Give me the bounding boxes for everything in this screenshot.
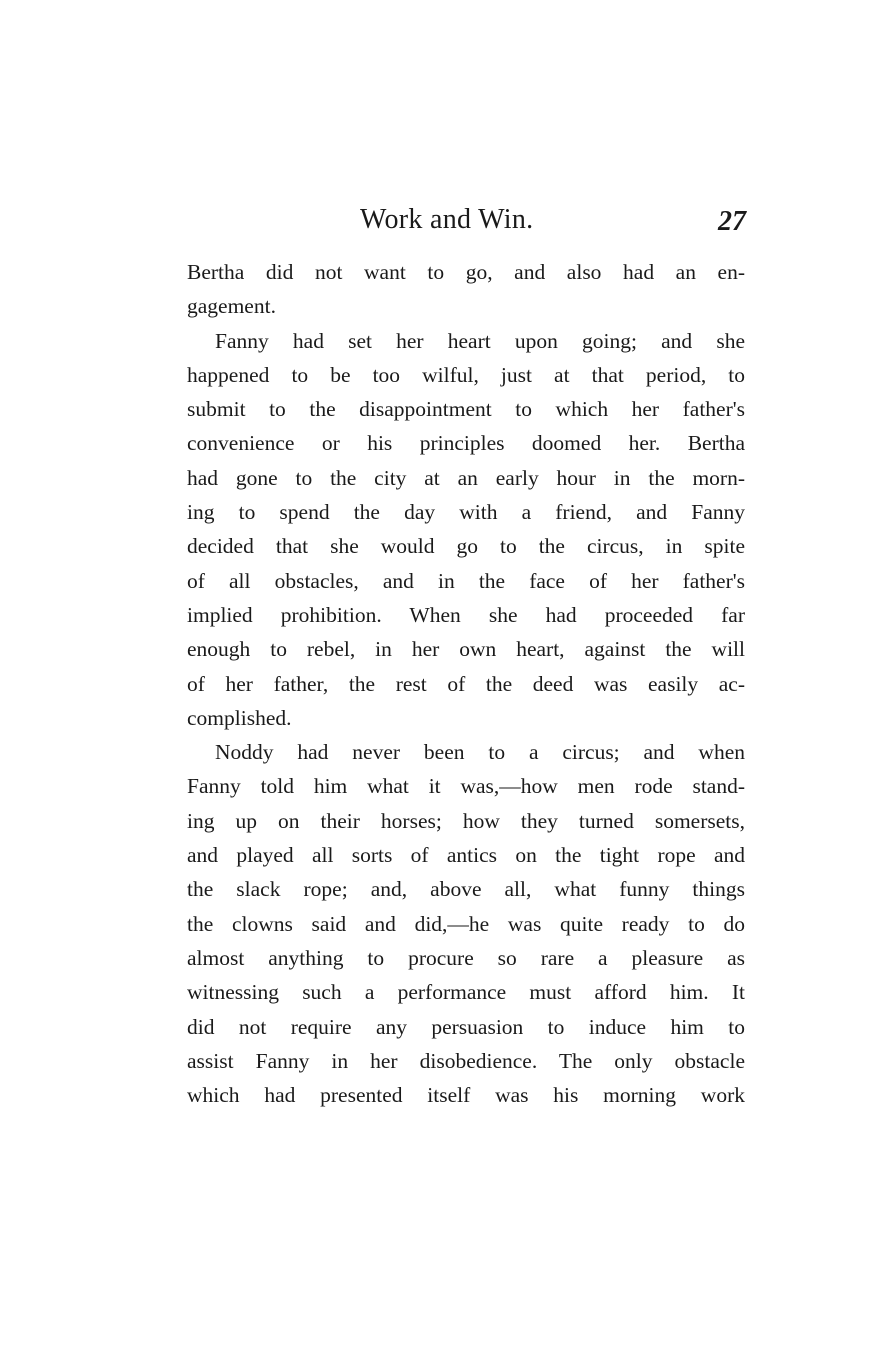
text-line: of her father, the rest of the deed was easily ac- [187, 671, 745, 696]
body-text [187, 255, 745, 1112]
text-line: of all obstacles, and in the face of her father's [187, 568, 745, 593]
text-line: the clowns said and did,—he was quite ready to do [187, 911, 745, 936]
text-line: happened to be too wilful, just at that period, to [187, 362, 745, 387]
text-line: assist Fanny in her disobedience. The only obstacle [187, 1048, 745, 1073]
text-line: submit to the disappointment to which her father's [187, 397, 745, 422]
text-line: almost anything to procure so rare a pleasure as [187, 945, 745, 970]
text-line: convenience or his principles doomed her. Bertha [187, 431, 745, 456]
text-line: Noddy had never been to a circus; and when [215, 740, 745, 765]
text-line: complished. [187, 705, 292, 730]
text-line: ing up on their horses; how they turned somersets, [187, 808, 745, 833]
text-line: Fanny told him what it was,—how men rode stand- [187, 774, 745, 799]
text-line: gagement. [187, 294, 276, 319]
running-title: Work and Win. [360, 204, 534, 235]
text-line: which had presented itself was his morning work [187, 1083, 745, 1108]
text-line: Bertha did not want to go, and also had an en- [187, 260, 745, 284]
page-number: 27 [718, 206, 746, 237]
text-line: decided that she would go to the circus, in spite [187, 534, 745, 559]
text-line: enough to rebel, in her own heart, against the will [187, 637, 745, 662]
text-line: witnessing such a performance must afford him. It [187, 980, 745, 1005]
text-line: the slack rope; and, above all, what funny things [187, 877, 745, 902]
text-line: Fanny had set her heart upon going; and she [215, 328, 745, 353]
text-line: and played all sorts of antics on the tight rope and [187, 843, 745, 868]
text-line: ing to spend the day with a friend, and Fanny [187, 500, 745, 525]
text-line: implied prohibition. When she had proceeded far [187, 602, 745, 627]
text-line: had gone to the city at an early hour in the morn- [187, 465, 745, 490]
text-line: did not require any persuasion to induce him to [187, 1014, 745, 1039]
page-header [360, 203, 750, 239]
